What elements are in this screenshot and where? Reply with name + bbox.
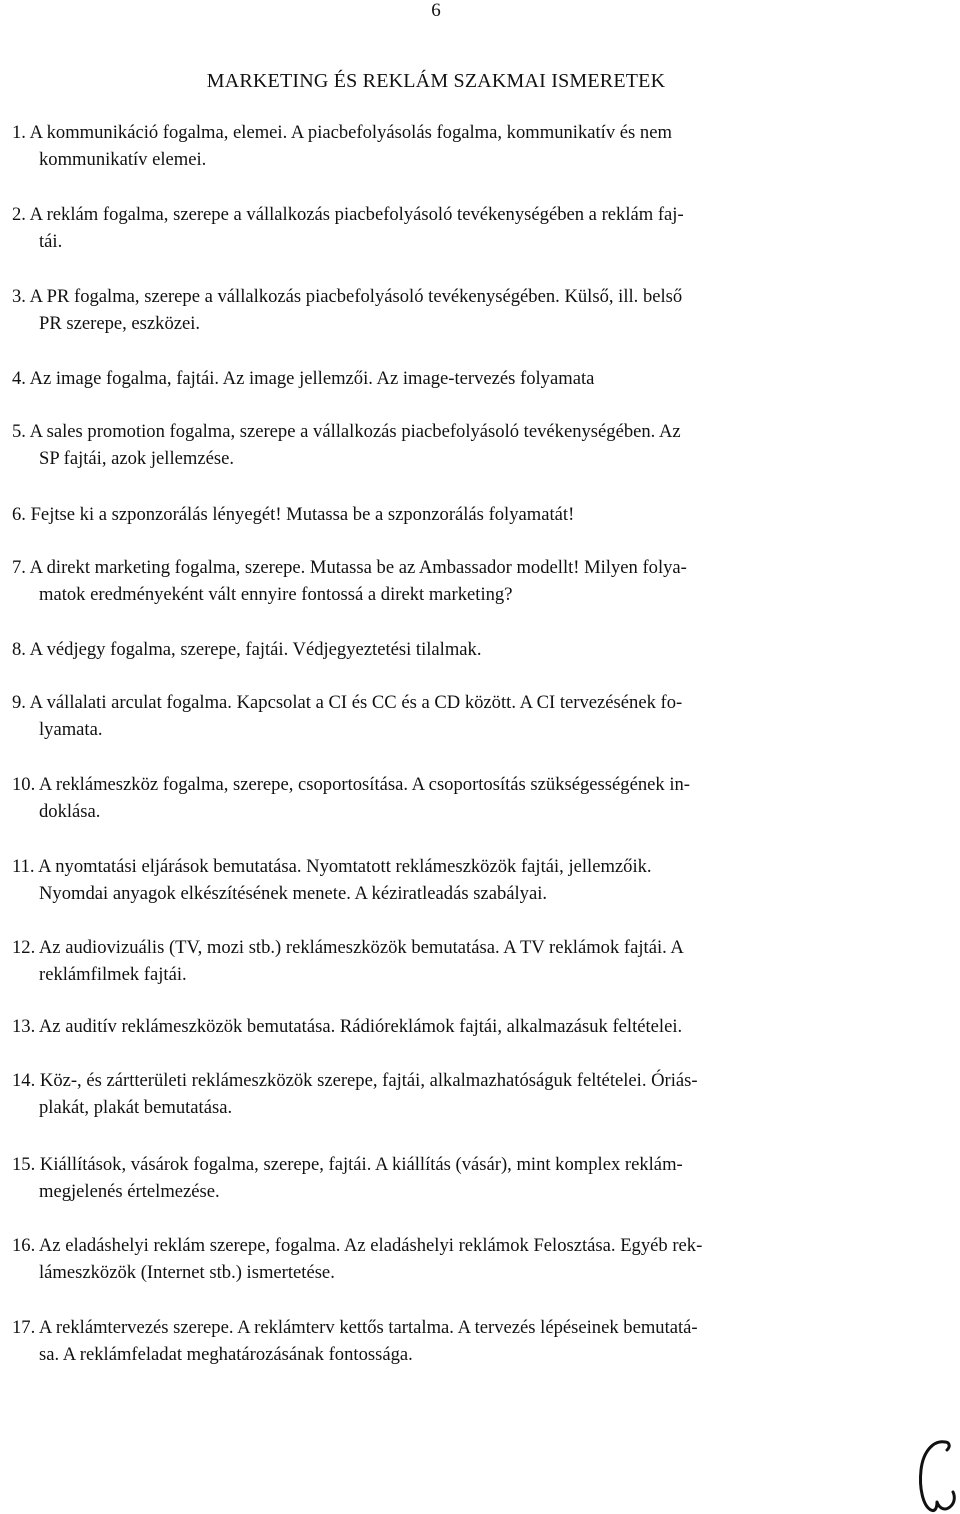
document-title: MARKETING ÉS REKLÁM SZAKMAI ISMERETEK bbox=[206, 70, 666, 92]
topic-item-8 bbox=[12, 637, 872, 664]
topic-item-3 bbox=[12, 284, 872, 337]
topic-line: 14. Köz-, és zártterületi reklámeszközök szerepe, fajtái, alkalmazhatóságuk feltételei. Óriás- bbox=[12, 1070, 698, 1091]
topic-line: megjelenés értelmezése. bbox=[39, 1180, 220, 1202]
topic-line: 4. Az image fogalma, fajtái. Az image jellemzői. Az image-tervezés folyamata bbox=[12, 368, 595, 389]
topic-line: doklása. bbox=[39, 800, 101, 822]
topic-line: 3. A PR fogalma, szerepe a vállalkozás piacbefolyásoló tevékenységében. Külső, ill. belső bbox=[12, 286, 683, 307]
topic-item-11 bbox=[12, 854, 872, 907]
topic-line: 15. Kiállítások, vásárok fogalma, szerepe, fajtái. A kiállítás (vásár), mint komplex reklám- bbox=[12, 1154, 683, 1175]
page-number: 6 bbox=[431, 0, 441, 21]
topic-line: tái. bbox=[39, 230, 63, 252]
topic-line: 17. A reklámtervezés szerepe. A reklámterv kettős tartalma. A tervezés lépéseinek bemutatá- bbox=[12, 1317, 698, 1338]
topic-line: PR szerepe, eszközei. bbox=[39, 312, 201, 334]
topic-line: 2. A reklám fogalma, szerepe a vállalkozás piacbefolyásoló tevékenységében a reklám faj- bbox=[12, 204, 684, 225]
handwritten-initial bbox=[915, 1438, 959, 1514]
topic-line: 13. Az auditív reklámeszközök bemutatása. Rádióreklámok fajtái, alkalmazásuk feltételei. bbox=[12, 1016, 683, 1037]
topic-item-4 bbox=[12, 366, 872, 393]
topic-item-17 bbox=[12, 1315, 872, 1368]
topic-line: lámeszközök (Internet stb.) ismertetése. bbox=[39, 1261, 335, 1283]
topic-line: 5. A sales promotion fogalma, szerepe a vállalkozás piacbefolyásoló tevékenységében. Az bbox=[12, 421, 681, 442]
topic-line: 11. A nyomtatási eljárások bemutatása. Nyomtatott reklámeszközök fajtái, jellemzőik. bbox=[12, 856, 652, 877]
topic-item-9 bbox=[12, 690, 872, 743]
topic-item-16 bbox=[12, 1233, 872, 1286]
topic-item-10 bbox=[12, 772, 872, 825]
topic-line: 8. A védjegy fogalma, szerepe, fajtái. Védjegyeztetési tilalmak. bbox=[12, 639, 482, 660]
topic-line: 7. A direkt marketing fogalma, szerepe. Mutassa be az Ambassador modellt! Milyen folya- bbox=[12, 557, 687, 578]
topic-line: 16. Az eladáshelyi reklám szerepe, fogalma. Az eladáshelyi reklámok Felosztása. Egyéb rek- bbox=[12, 1235, 703, 1256]
topic-line: 10. A reklámeszköz fogalma, szerepe, csoportosítása. A csoportosítás szükségességének in- bbox=[12, 774, 690, 795]
topic-line: plakát, plakát bemutatása. bbox=[39, 1096, 233, 1118]
topic-line: kommunikatív elemei. bbox=[39, 148, 207, 170]
topic-line: SP fajtái, azok jellemzése. bbox=[39, 447, 234, 469]
topic-item-15 bbox=[12, 1152, 872, 1205]
topic-line: sa. A reklámfeladat meghatározásának fontossága. bbox=[39, 1343, 413, 1365]
topic-line: 1. A kommunikáció fogalma, elemei. A piacbefolyásolás fogalma, kommunikatív és nem bbox=[12, 122, 672, 143]
topic-item-13 bbox=[12, 1014, 872, 1041]
topic-line: Nyomdai anyagok elkészítésének menete. A kéziratleadás szabályai. bbox=[39, 882, 548, 904]
topic-line: reklámfilmek fajtái. bbox=[39, 963, 187, 985]
topic-line: matok eredményeként vált ennyire fontossá a direkt marketing? bbox=[39, 583, 513, 605]
topic-line: 12. Az audiovizuális (TV, mozi stb.) reklámeszközök bemutatása. A TV reklámok fajtái. A bbox=[12, 937, 684, 958]
topic-item-14 bbox=[12, 1068, 872, 1121]
topic-item-2 bbox=[12, 202, 872, 255]
topic-item-1 bbox=[12, 120, 872, 173]
topic-item-12 bbox=[12, 935, 872, 988]
topic-item-7 bbox=[12, 555, 872, 608]
topic-line: 6. Fejtse ki a szponzorálás lényegét! Mutassa be a szponzorálás folyamatát! bbox=[12, 504, 575, 525]
topic-item-5 bbox=[12, 419, 872, 472]
topic-line: lyamata. bbox=[39, 718, 103, 740]
topic-item-6 bbox=[12, 502, 872, 529]
topic-line: 9. A vállalati arculat fogalma. Kapcsolat a CI és CC és a CD között. A CI tervezésének fo- bbox=[12, 692, 683, 713]
